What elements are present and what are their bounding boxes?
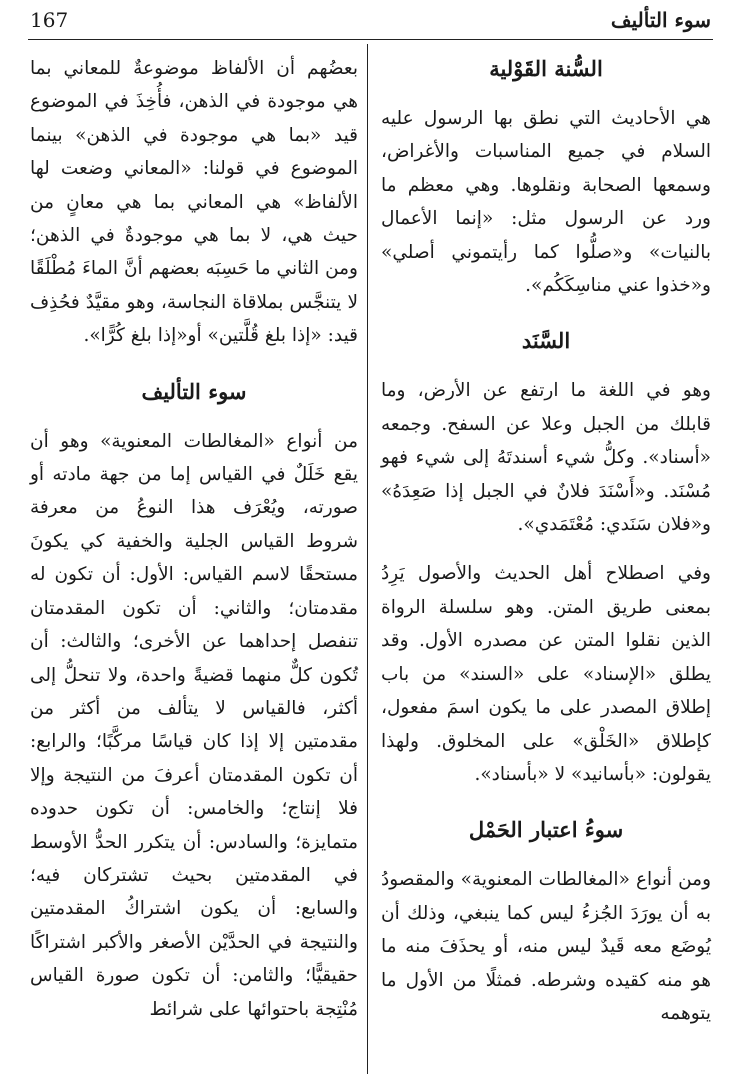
- heading-sanad: السَّنَد: [521, 328, 571, 354]
- right-column: [381, 52, 711, 1030]
- paragraph-sunna: هي الأحاديث التي نطق بها الرسول عليه السلام في جميع المناسبات والأغراض، وسمعها الصحابة ونقلوها. وهي معظم ما ورد عن الرسول مثل: «إنما الأعمال بالنيات» و«صلُّوا كما رأيتموني أصلي» و«خذوا عني مناسِكَكُم».: [381, 108, 711, 297]
- page-header: [30, 6, 711, 36]
- heading-suu-talif: سوء التأليف: [141, 378, 247, 404]
- paragraph-continuation: بعضُهم أن الألفاظ موضوعةٌ للمعاني بما هي موجودة في الذهن، فأُخِذَ في الموضوع قيد «بما هي موجودة في الذهن» بينما الموضوع في قولنا: «المعاني وضعت لها الألفاظ» هي المعاني بما هي معانٍ من حيث هي، لا بما هي موجودةٌ في الذهن؛ ومن الثاني ما حَسِبَه بعضهم أنَّ الماءَ مُطْلَقًا لا يتنجَّس بملاقاة النجاسة، وهو مقيَّدٌ فحُذِف قيد: «إذا بلغ قُلَّتين» أو«إذا بلغ كُرًّا».: [30, 58, 358, 347]
- running-title: سوء التأليف: [610, 8, 711, 32]
- heading-sunna-qawliya: السُّنة القَوْلية: [489, 56, 603, 81]
- heading-itibar-haml: سوءُ اعتبار الحَمْل: [468, 817, 624, 843]
- paragraph-sanad-lugha: وهو في اللغة ما ارتفع عن الأرض، وما قابلك من الجبل وعلا عن السفح. وجمعه «أسناد». وكلُّ شيء أسندتَهُ إلى شيء فهو مُسْنَد. و«أَسْنَدَ فلانٌ في الجبل إذا صَعِدَهُ» و«فلان سَنَدي: مُعْتَمَدي».: [381, 380, 711, 536]
- paragraph-itibar-haml: ومن أنواع «المغالطات المعنوية» والمقصودُ به أن يورَدَ الجُزءُ ليس كما ينبغي، وذلك أن يُوضَع معه قَيدٌ ليس منه، أو يحذَفَ منه ما هو منه كقيده وشرطه. فمثلًا من الأول ما يتوهمه: [381, 869, 711, 1024]
- header-rule: [28, 39, 713, 40]
- page-number: 167: [30, 8, 69, 32]
- column-divider: [367, 44, 368, 1074]
- left-column: [30, 52, 358, 1026]
- paragraph-sanad-istilah: وفي اصطلاح أهل الحديث والأصول يَرِدُ بمعنى طريق المتن. وهو سلسلة الرواة الذين نقلوا المتن عن مصدره الأول. وقد يطلق «الإسناد» على «السند» من باب إطلاق المصدر على ما يكون اسمَ مفعول، كإطلاق «الخَلْق» على المخلوق. ولهذا يقولون: «بأسانيد» لا «بأسناد».: [381, 563, 711, 785]
- paragraph-suu-talif: من أنواع «المغالطات المعنوية» وهو أن يقع خَلَلٌ في القياس إما من جهة مادته أو صورته، ويُعْرَف هذا النوعُ من معرفة شروط القياس الجلية والخفية كي يكونَ مستحقًا لاسم القياس: الأول: أن تكون له مقدمتان؛ والثاني: أن تكون المقدمتان تنفصل إحداهما عن الأخرى؛ والثالث: أن تُكون كلٌّ منهما قضيةً واحدة، ولا تنحلُّ إلى أكثر، فالقياس لا يتألف من أكثر من مقدمتين إلا إذا كان قياسًا مركَّبًا؛ والرابع: أن تكون المقدمتان أعرفَ من النتيجة وإلا فلا إنتاج؛ والخامس: أن تكون حدوده متمايزة؛ والسادس: أن يتكرر الحدُّ الأوسط في المقدمتين بحيث تشتركان فيه؛ والسابع: أن يكون اشتراكُ المقدمتين والنتيجة في الحدَّيْن الأصغر والأكبر اشتراكًا حقيقيًّا؛ والثامن: أن تكون صورة القياس مُنْتِجة باحتوائها على شرائط: [30, 430, 358, 1020]
